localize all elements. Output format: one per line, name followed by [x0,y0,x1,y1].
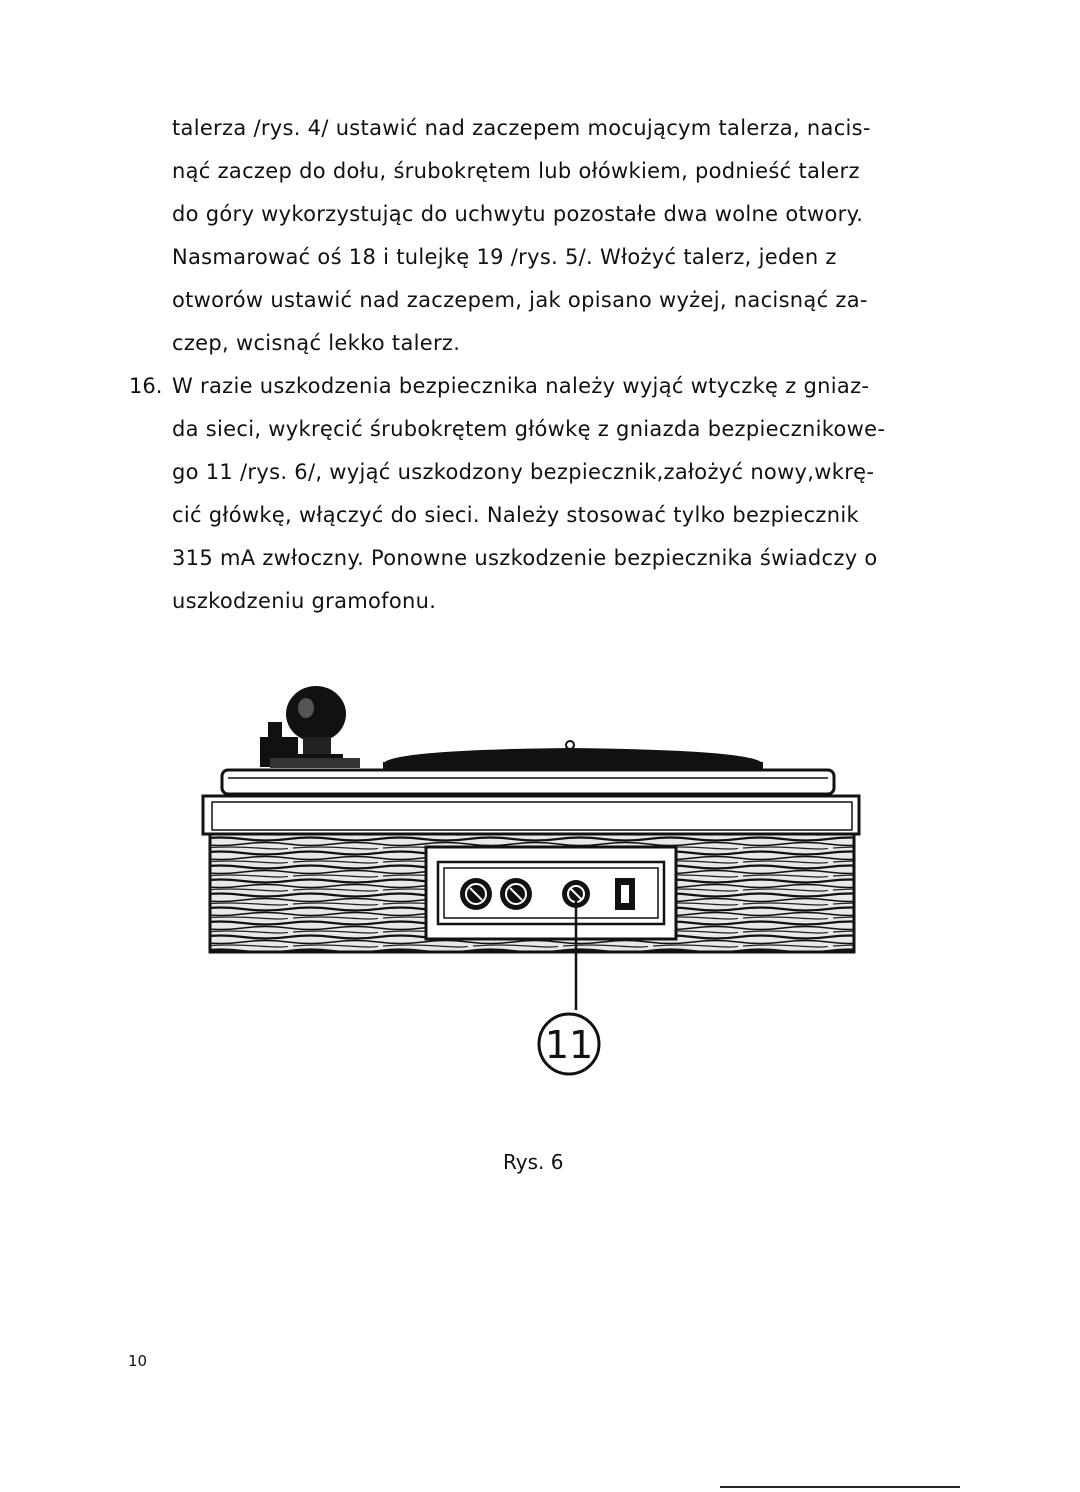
text-line: Nasmarować oś 18 i tulejkę 19 /rys. 5/. Włożyć talerz, jeden z [172,245,837,269]
text-line: talerza /rys. 4/ ustawić nad zaczepem mocującym talerza, nacis- [172,116,871,140]
text-line: do góry wykorzystując do uchwytu pozostałe dwa wolne otwory. [172,202,864,226]
page-number: 10 [128,1352,148,1370]
text-line: czep, wcisnąć lekko talerz. [172,331,461,355]
item-number: 16. [129,374,163,398]
switch-icon [615,878,635,910]
socket-icon [460,878,492,910]
platter-icon [383,741,763,772]
text-line: W razie uszkodzenia bezpiecznika należy wyjąć wtyczkę z gniaz- [172,374,870,398]
text-line: go 11 /rys. 6/, wyjąć uszkodzony bezpiecznik,założyć nowy,wkrę- [172,460,875,484]
figure-caption: Rys. 6 [503,1150,564,1174]
socket-icon [500,878,532,910]
turntable-illustration [198,682,868,1112]
text-line: 315 mA zwłoczny. Ponowne uszkodzenie bezpiecznika świadczy o [172,546,878,570]
text-line: otworów ustawić nad zaczepem, jak opisano wyżej, nacisnąć za- [172,288,868,312]
bottom-rule [720,1486,960,1488]
callout-label: 11 [544,1023,594,1067]
text-line: uszkodzeniu gramofonu. [172,589,437,613]
deck-plate [222,770,834,794]
text-line: da sieci, wykręcić śrubokrętem główkę z gniazda bezpiecznikowe- [172,417,886,441]
text-line: cić główkę, włączyć do sieci. Należy stosować tylko bezpiecznik [172,503,859,527]
text-line: nąć zaczep do dołu, śrubokrętem lub ołówkiem, podnieść talerz [172,159,860,183]
tonearm-icon [260,686,360,768]
